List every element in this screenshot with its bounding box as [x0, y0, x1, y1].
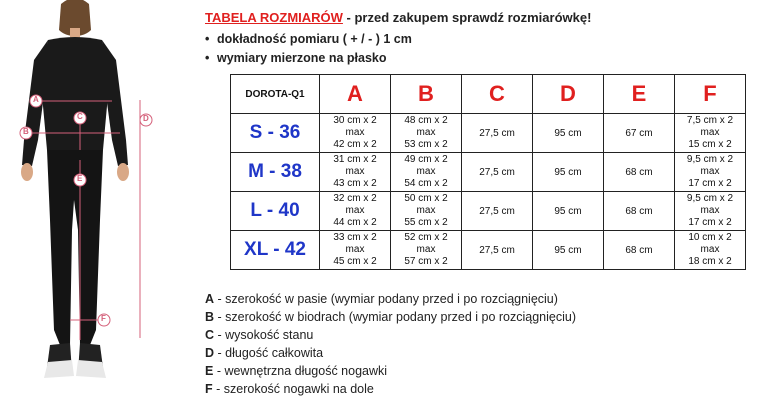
cell-b	[391, 192, 462, 231]
cell-a-sep: max	[345, 244, 365, 255]
size-label: L - 40	[231, 192, 320, 231]
legend-item-f	[205, 380, 576, 398]
cell-d: 95 cm	[533, 114, 604, 153]
table-row	[231, 153, 746, 192]
cell-a	[320, 231, 391, 270]
cell-c: 27,5 cm	[462, 231, 533, 270]
cell-a-min: 30 cm x 2	[333, 115, 377, 126]
marker-e-label: E	[77, 174, 83, 183]
legend-item-d	[205, 344, 576, 362]
cell-f-sep: max	[700, 244, 720, 255]
legend-item-c	[205, 326, 576, 344]
legend-text: - długość całkowita	[214, 346, 324, 360]
title-highlight: TABELA ROZMIARÓW	[205, 10, 343, 25]
cell-b-min: 49 cm x 2	[404, 154, 448, 165]
cell-f-sep: max	[700, 205, 720, 216]
cell-b	[391, 114, 462, 153]
cell-a-min: 33 cm x 2	[333, 232, 377, 243]
title-rest: - przed zakupem sprawdź rozmiarówkę!	[342, 10, 592, 25]
cell-c: 27,5 cm	[462, 114, 533, 153]
legend-text: - szerokość w pasie (wymiar podany przed i po rozciągnięciu)	[214, 292, 558, 306]
cell-b	[391, 231, 462, 270]
column-header-e: E	[604, 75, 675, 114]
cell-a	[320, 114, 391, 153]
cell-b-min: 52 cm x 2	[404, 232, 448, 243]
marker-c-label: C	[77, 112, 83, 121]
marker-b-label: B	[23, 127, 29, 136]
column-header-f: F	[675, 75, 746, 114]
cell-a-max: 44 cm x 2	[333, 217, 377, 228]
table-row	[231, 114, 746, 153]
cell-b-max: 54 cm x 2	[404, 178, 448, 189]
cell-a-max: 43 cm x 2	[333, 178, 377, 189]
cell-c: 27,5 cm	[462, 153, 533, 192]
cell-f-sep: max	[700, 127, 720, 138]
column-header-a: A	[320, 75, 391, 114]
size-label: M - 38	[231, 153, 320, 192]
cell-b-sep: max	[416, 205, 436, 216]
legend-key: F	[205, 382, 213, 396]
table-row	[231, 231, 746, 270]
cell-f-min: 7,5 cm x 2	[686, 115, 734, 126]
size-label: XL - 42	[231, 231, 320, 270]
cell-e: 68 cm	[604, 153, 675, 192]
legend-key: E	[205, 364, 214, 378]
cell-f-min: 9,5 cm x 2	[686, 154, 734, 165]
size-label: S - 36	[231, 114, 320, 153]
legend-item-a	[205, 290, 576, 308]
marker-d-label: D	[143, 114, 149, 123]
cell-f	[675, 114, 746, 153]
page-title	[205, 10, 765, 26]
cell-a-sep: max	[345, 205, 365, 216]
cell-e: 68 cm	[604, 192, 675, 231]
cell-a-sep: max	[345, 127, 365, 138]
cell-f-sep: max	[700, 166, 720, 177]
cell-f	[675, 192, 746, 231]
cell-b-min: 50 cm x 2	[404, 193, 448, 204]
cell-a-max: 42 cm x 2	[333, 139, 377, 150]
cell-e: 68 cm	[604, 231, 675, 270]
marker-f-label: F	[101, 314, 106, 323]
cell-e: 67 cm	[604, 114, 675, 153]
cell-d: 95 cm	[533, 192, 604, 231]
column-header-c: C	[462, 75, 533, 114]
cell-a-max: 45 cm x 2	[333, 256, 377, 267]
cell-b	[391, 153, 462, 192]
cell-d: 95 cm	[533, 153, 604, 192]
legend-text: - wewnętrzna długość nogawki	[213, 364, 388, 378]
cell-d: 95 cm	[533, 231, 604, 270]
cell-b-sep: max	[416, 244, 436, 255]
table-row	[231, 192, 746, 231]
model-illustration	[0, 0, 175, 413]
legend-key: A	[205, 292, 215, 306]
measurement-legend	[205, 290, 576, 398]
cell-a-sep: max	[345, 166, 365, 177]
legend-item-e	[205, 362, 576, 380]
legend-text: - szerokość w biodrach (wymiar podany przed i po rozciągnięciu)	[214, 310, 576, 324]
table-header-row	[231, 75, 746, 114]
legend-item-b	[205, 308, 576, 326]
cell-c: 27,5 cm	[462, 192, 533, 231]
size-table	[230, 74, 746, 270]
cell-a	[320, 153, 391, 192]
cell-f-max: 18 cm x 2	[688, 256, 732, 267]
note-accuracy: • dokładność pomiaru ( + / - ) 1 cm	[205, 30, 765, 49]
legend-key: C	[205, 328, 215, 342]
legend-key: D	[205, 346, 215, 360]
column-header-d: D	[533, 75, 604, 114]
cell-b-max: 53 cm x 2	[404, 139, 448, 150]
note-flat-measure: • wymiary mierzone na płasko	[205, 49, 765, 68]
cell-a	[320, 192, 391, 231]
cell-b-max: 57 cm x 2	[404, 256, 448, 267]
cell-f	[675, 231, 746, 270]
cell-f-max: 17 cm x 2	[688, 178, 732, 189]
cell-b-sep: max	[416, 127, 436, 138]
column-header-b: B	[391, 75, 462, 114]
size-chart-header	[205, 10, 765, 68]
cell-b-min: 48 cm x 2	[404, 115, 448, 126]
cell-f-max: 17 cm x 2	[688, 217, 732, 228]
marker-a-label: A	[33, 95, 39, 104]
model-name: DOROTA-Q1	[231, 75, 320, 114]
cell-a-min: 32 cm x 2	[333, 193, 377, 204]
legend-key: B	[205, 310, 215, 324]
cell-b-max: 55 cm x 2	[404, 217, 448, 228]
legend-text: - wysokość stanu	[214, 328, 314, 342]
cell-a-min: 31 cm x 2	[333, 154, 377, 165]
legend-text: - szerokość nogawki na dole	[212, 382, 374, 396]
notes-list	[205, 30, 765, 68]
cell-b-sep: max	[416, 166, 436, 177]
cell-f-max: 15 cm x 2	[688, 139, 732, 150]
cell-f	[675, 153, 746, 192]
cell-f-min: 10 cm x 2	[688, 232, 732, 243]
model-figure	[0, 0, 175, 413]
cell-f-min: 9,5 cm x 2	[686, 193, 734, 204]
